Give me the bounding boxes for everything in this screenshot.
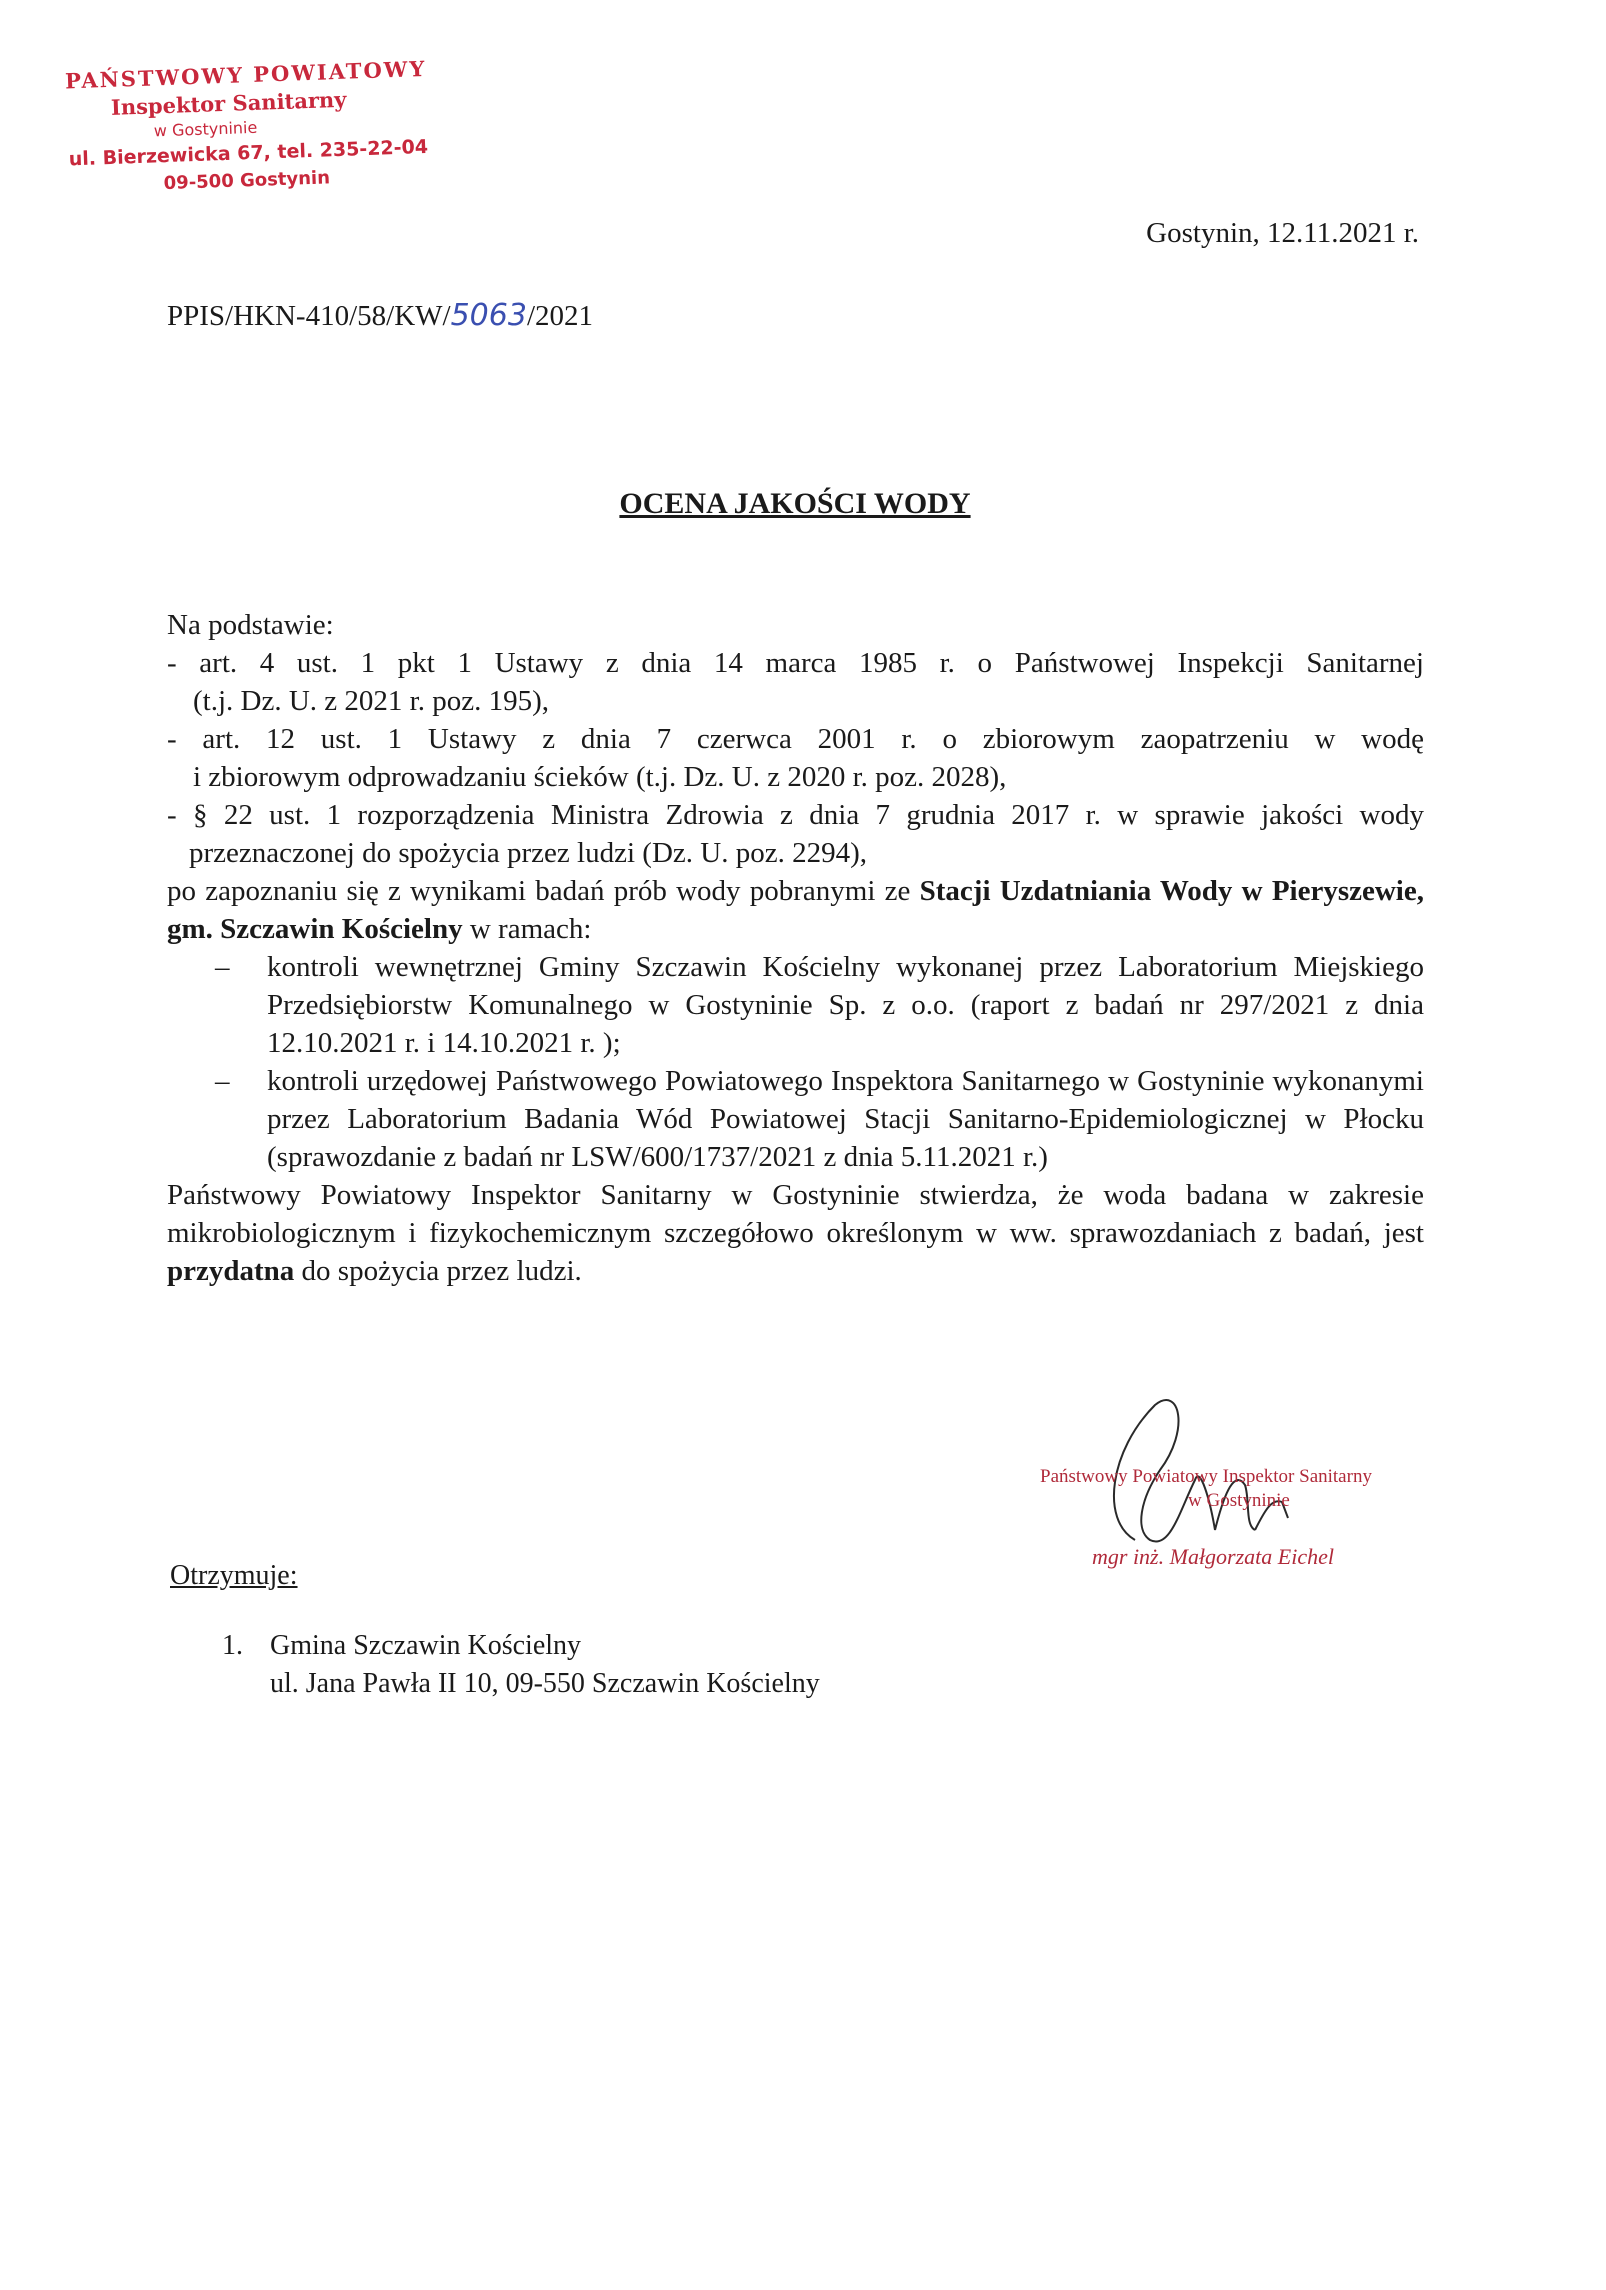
reference-handwritten: 5063	[450, 298, 527, 333]
official-stamp	[59, 51, 444, 214]
reference-suffix: /2021	[526, 300, 593, 332]
legal-basis-2-line-1: - art. 12 ust. 1 Ustawy z dnia 7 czerwca 2001 r. o zbiorowym zaopatrzeniu w wodę	[167, 723, 1424, 755]
conclusion-text: Państwowy Powiatowy Inspektor Sanitarny w Gostyninie stwierdza, że woda badana w zakresie mikrobiologicznym i fizykochemicznym szczegółowo określonym w ww. sprawozdaniach z badań, jest	[167, 1179, 1424, 1249]
stamp-line-4: ul. Bierzewicka 67, tel. 235-22-04	[68, 135, 429, 171]
legal-basis-3-line-1: - § 22 ust. 1 rozporządzenia Ministra Zdrowia z dnia 7 grudnia 2017 r. w sprawie jakości wody	[167, 799, 1424, 831]
inspection-item-1-text: kontroli wewnętrznej Gminy Szczawin Kościelny wykonanej przez Laboratorium Miejskiego Przedsiębiorstw Komunalnego w Gostyninie Sp. z o.o. (raport z badań nr 297/2021 z dnia 12.10.2021 r. i 14.10.2021 r. );	[267, 951, 1424, 1059]
document-date: Gostynin, 12.11.2021 r.	[1146, 217, 1419, 249]
stamp-line-2: Inspektor Sanitarny	[110, 86, 347, 120]
intro-line: Na podstawie:	[167, 609, 334, 641]
stamp-line-1: PAŃSTWOWY POWIATOWY	[64, 55, 427, 94]
conclusion-verdict: przydatna	[167, 1255, 295, 1287]
reference-prefix: PPIS/HKN-410/58/KW/	[167, 300, 451, 332]
signatory-name: mgr inż. Małgorzata Eichel	[1092, 1544, 1334, 1569]
recipient-name: Gmina Szczawin Kościelny	[270, 1630, 582, 1661]
recipient-number: 1.	[222, 1630, 243, 1661]
recipient-address: ul. Jana Pawła II 10, 09-550 Szczawin Kościelny	[270, 1668, 820, 1699]
inspection-item-2	[167, 1062, 1424, 1176]
recipient-list	[222, 1627, 820, 1703]
stamp-line-3: w Gostyninie	[153, 117, 258, 141]
signature-block	[1040, 1390, 1420, 1590]
findings-tail: w ramach:	[462, 913, 592, 945]
findings-paragraph	[167, 872, 1424, 948]
signature-location: w Gostyninie	[1188, 1490, 1290, 1511]
legal-basis-2-line-2: i zbiorowym odprowadzaniu ścieków (t.j. Dz. U. z 2020 r. poz. 2028),	[193, 761, 1007, 793]
reference-number	[167, 298, 593, 333]
signature-title: Państwowy Powiatowy Inspektor Sanitarny	[1040, 1466, 1372, 1487]
conclusion-tail: do spożycia przez ludzi.	[294, 1255, 582, 1287]
recipients-label: Otrzymuje:	[170, 1560, 298, 1591]
legal-basis-3-line-2: przeznaczonej do spożycia przez ludzi (Dz. U. poz. 2294),	[189, 837, 867, 869]
legal-basis-1-line-2: (t.j. Dz. U. z 2021 r. poz. 195),	[193, 685, 549, 717]
document-title: OCENA JAKOŚCI WODY	[619, 487, 971, 520]
inspection-item-2-text: kontroli urzędowej Państwowego Powiatowego Inspektora Sanitarnego w Gostyninie wykonanymi przez Laboratorium Badania Wód Powiatowej Stacji Sanitarno-Epidemiologicznej w Płocku (sprawozdanie z badań nr LSW/600/1737/2021 z dnia 5.11.2021 r.)	[267, 1065, 1424, 1173]
dash-bullet: –	[215, 951, 230, 983]
document-body	[167, 606, 1424, 1290]
station-name: Stacji Uzdatniania Wody w Pieryszewie, gm. Szczawin Kościelny	[167, 875, 1424, 945]
conclusion-paragraph	[167, 1176, 1424, 1290]
inspection-item-1	[167, 948, 1424, 1062]
legal-basis-1-line-1: - art. 4 ust. 1 pkt 1 Ustawy z dnia 14 marca 1985 r. o Państwowej Inspekcji Sanitarnej	[167, 647, 1424, 679]
dash-bullet: –	[215, 1065, 230, 1097]
stamp-line-5: 09-500 Gostynin	[163, 167, 331, 195]
findings-text: po zapoznaniu się z wynikami badań prób wody pobranymi ze	[167, 875, 920, 907]
